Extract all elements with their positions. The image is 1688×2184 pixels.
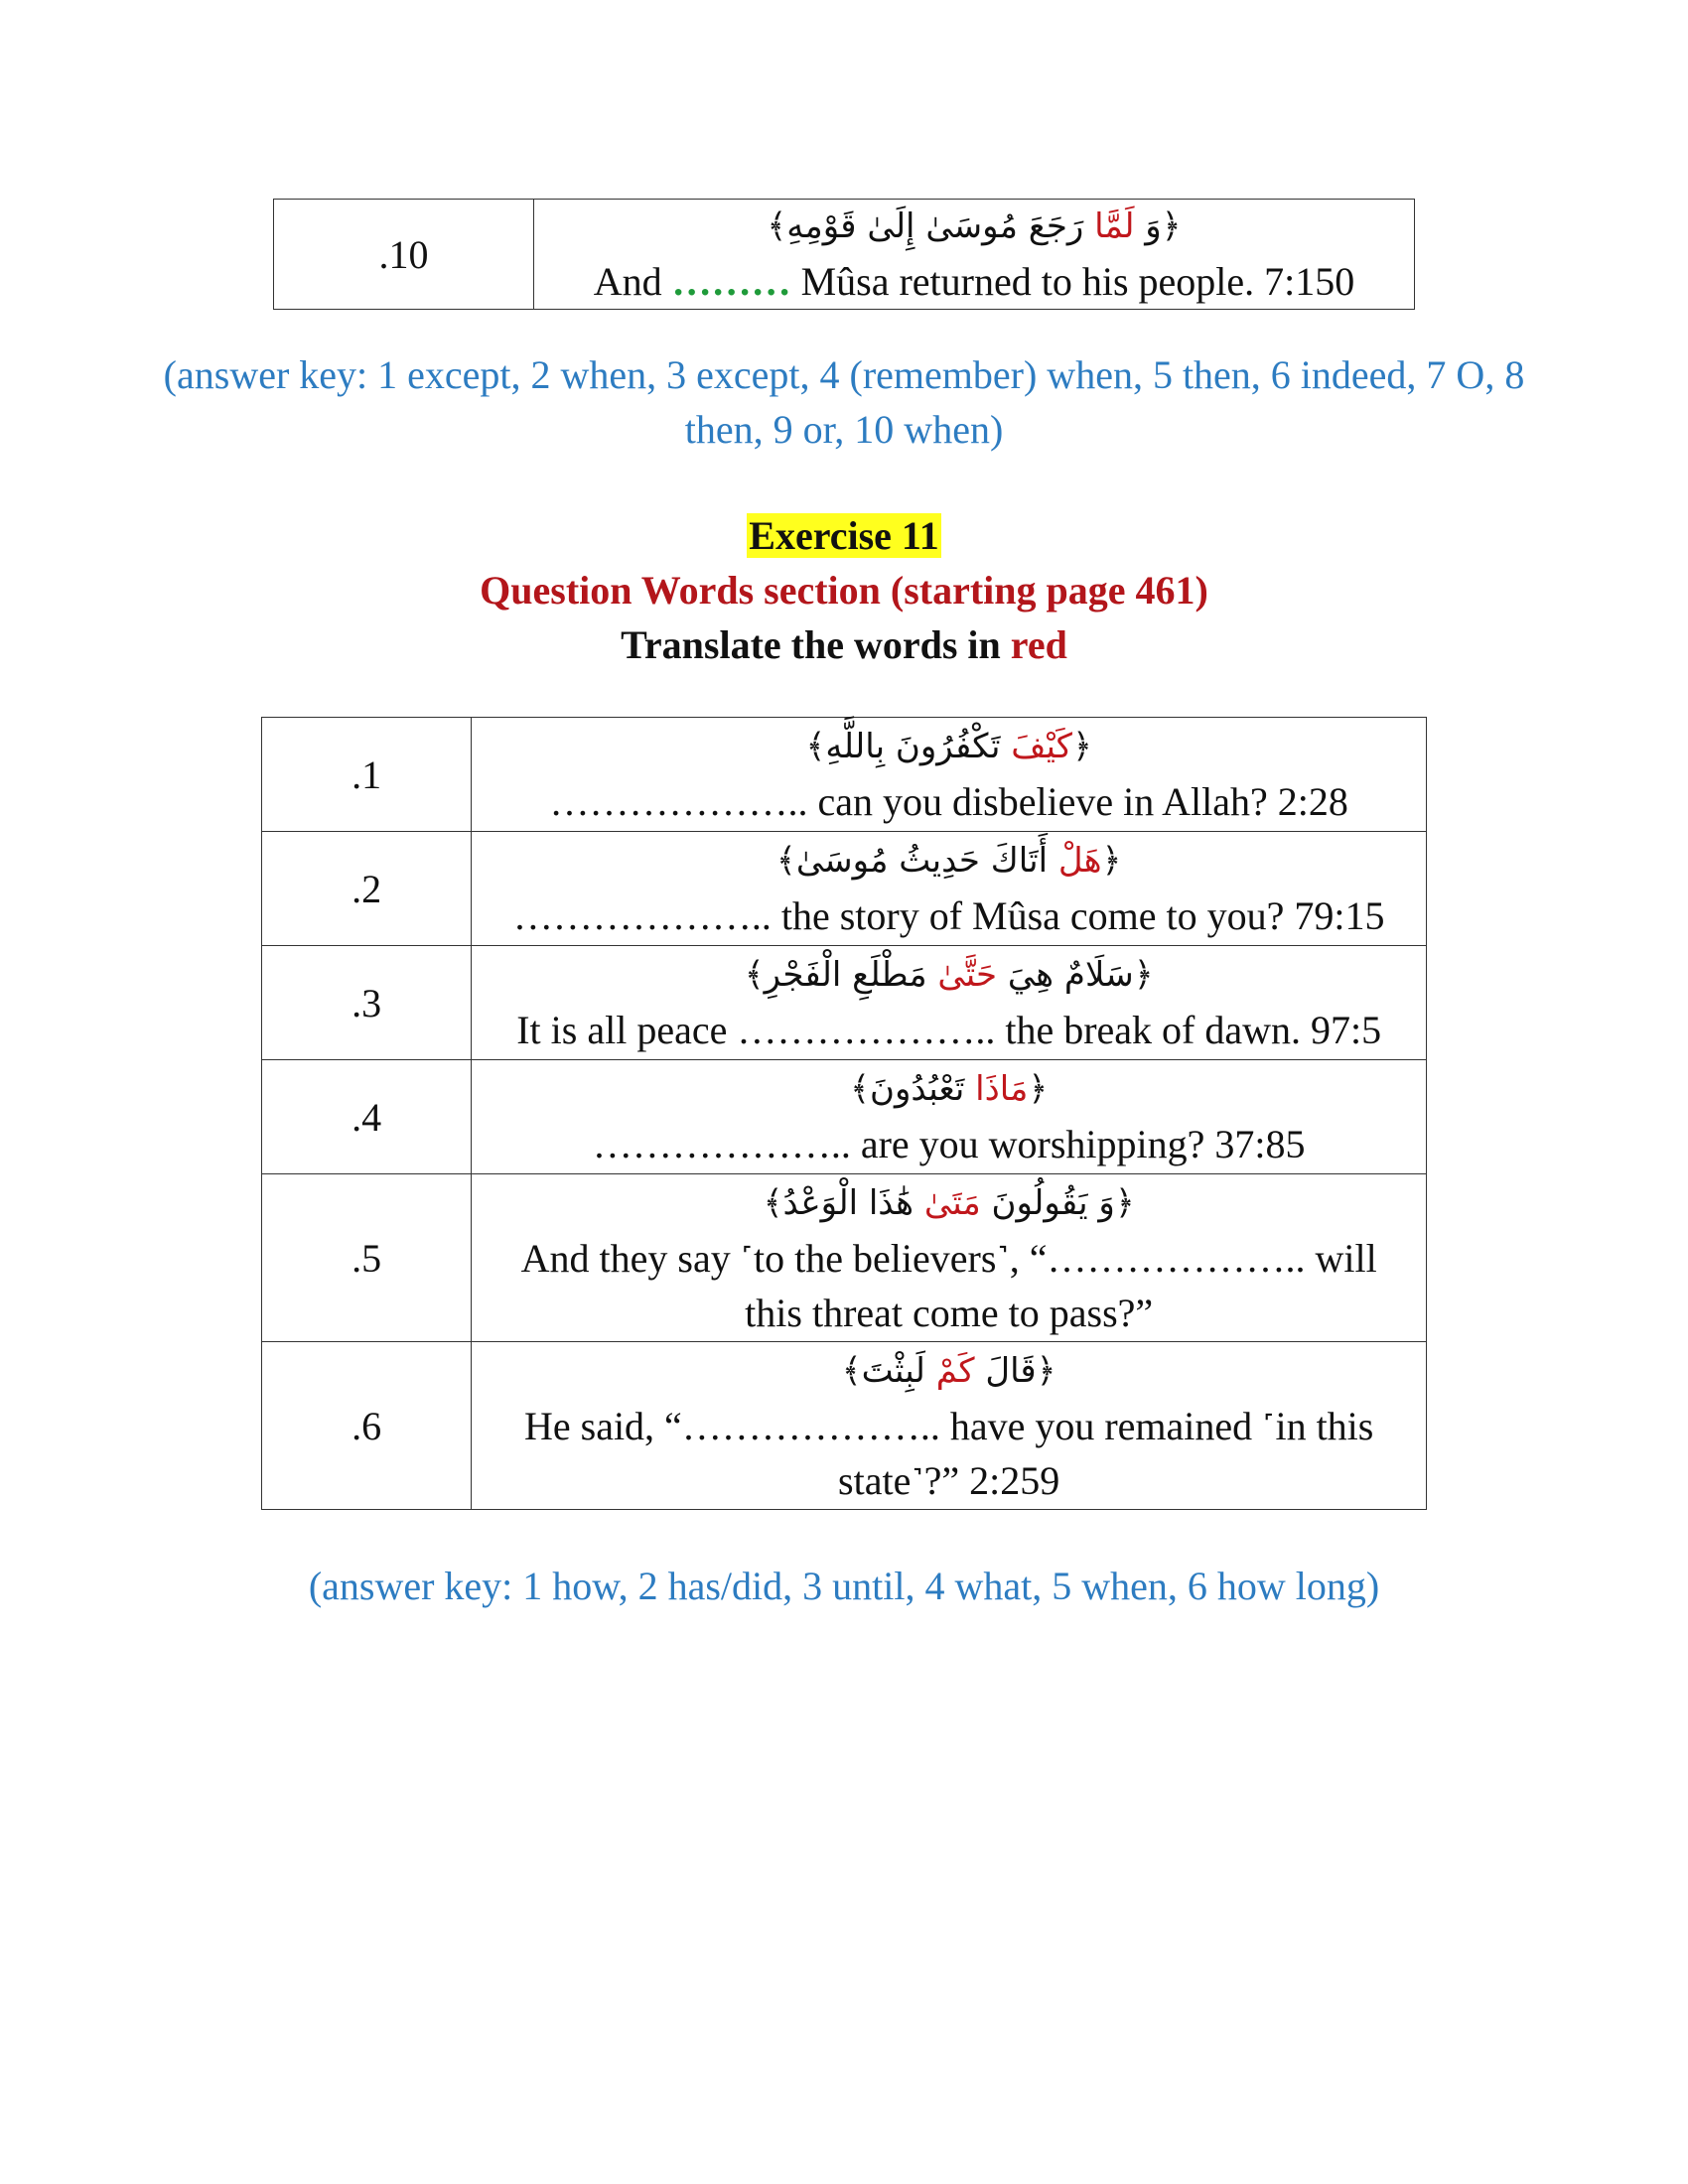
highlighted-word: لَمَّا <box>1094 206 1135 246</box>
row-content <box>472 1174 1427 1342</box>
table-row <box>262 1060 1427 1174</box>
english-translation: He said, “……………….. have you remained ˹in this state˺?” 2:259 <box>523 1403 1374 1503</box>
row-number: .5 <box>262 1174 472 1342</box>
highlighted-word: كَمْ <box>935 1350 975 1391</box>
row-number: .1 <box>262 718 472 832</box>
row-number: .10 <box>274 200 534 310</box>
table-row <box>274 200 1415 310</box>
highlighted-word: حَتَّىٰ <box>937 955 998 995</box>
row-content <box>534 200 1415 310</box>
row-number: .6 <box>262 1342 472 1510</box>
arabic-verse: ﴿وَ لَمَّا رَجَعَ مُوسَىٰ إِلَىٰ قَوْمِهِ﴾ <box>767 206 1182 246</box>
row-content <box>472 718 1427 832</box>
arabic-verse: ﴿قَالَ كَمْ لَبِثْتَ﴾ <box>841 1350 1056 1391</box>
english-translation: ……………….. are you worshipping? 37:85 <box>592 1122 1306 1166</box>
arabic-verse: ﴿هَلْ أَتَاكَ حَدِيثُ مُوسَىٰ﴾ <box>775 841 1122 881</box>
english-translation: It is all peace ……………….. the break of dawn. 97:5 <box>516 1008 1382 1052</box>
english-translation: ……………….. can you disbelieve in Allah? 2:28 <box>549 779 1348 824</box>
row-content <box>472 946 1427 1060</box>
row-number: .3 <box>262 946 472 1060</box>
highlighted-word: مَتَىٰ <box>923 1182 981 1223</box>
table-row <box>262 946 1427 1060</box>
table-row <box>262 832 1427 946</box>
english-translation: And ……… Mûsa returned to his people. 7:150 <box>593 259 1355 304</box>
exercise-11-table <box>261 717 1427 1510</box>
arabic-verse: ﴿مَاذَا تَعْبُدُونَ﴾ <box>850 1069 1049 1109</box>
blank-dots: ……… <box>671 259 791 304</box>
section-title: Question Words section (starting page 461) <box>480 568 1208 613</box>
table-row <box>262 718 1427 832</box>
arabic-verse: ﴿وَ يَقُولُونَ مَتَىٰ هَٰذَا الْوَعْدُ﴾ <box>763 1182 1135 1223</box>
row-content <box>472 1060 1427 1174</box>
answer-key: (answer key: 1 except, 2 when, 3 except, 4 (remember) when, 5 then, 6 indeed, 7 O, 8 then, 9 or, 10 when) <box>163 352 1525 452</box>
row-content <box>472 1342 1427 1510</box>
arabic-verse: ﴿كَيْفَ تَكْفُرُونَ بِاللَّهِ﴾ <box>805 727 1092 766</box>
highlighted-word: مَاذَا <box>975 1069 1029 1109</box>
english-translation: And they say ˹to the believers˺, “……………….. will this threat come to pass?” <box>520 1235 1377 1335</box>
table-row <box>262 1342 1427 1510</box>
english-translation: ……………….. the story of Mûsa come to you? 79:15 <box>512 893 1385 938</box>
row-content <box>472 832 1427 946</box>
row-number: .2 <box>262 832 472 946</box>
highlighted-word: كَيْفَ <box>1011 727 1072 766</box>
table-row <box>262 1174 1427 1342</box>
highlighted-word: هَلْ <box>1057 841 1102 881</box>
instruction-text: Translate the words in red <box>621 622 1067 667</box>
row-number: .4 <box>262 1060 472 1174</box>
exercise-10-table <box>273 199 1415 310</box>
exercise-title: Exercise 11 <box>749 513 939 558</box>
arabic-verse: ﴿سَلَامٌ هِيَ حَتَّىٰ مَطْلَعِ الْفَجْرِ﴾ <box>744 955 1154 995</box>
answer-key: (answer key: 1 how, 2 has/did, 3 until, 4 what, 5 when, 6 how long) <box>308 1564 1380 1608</box>
